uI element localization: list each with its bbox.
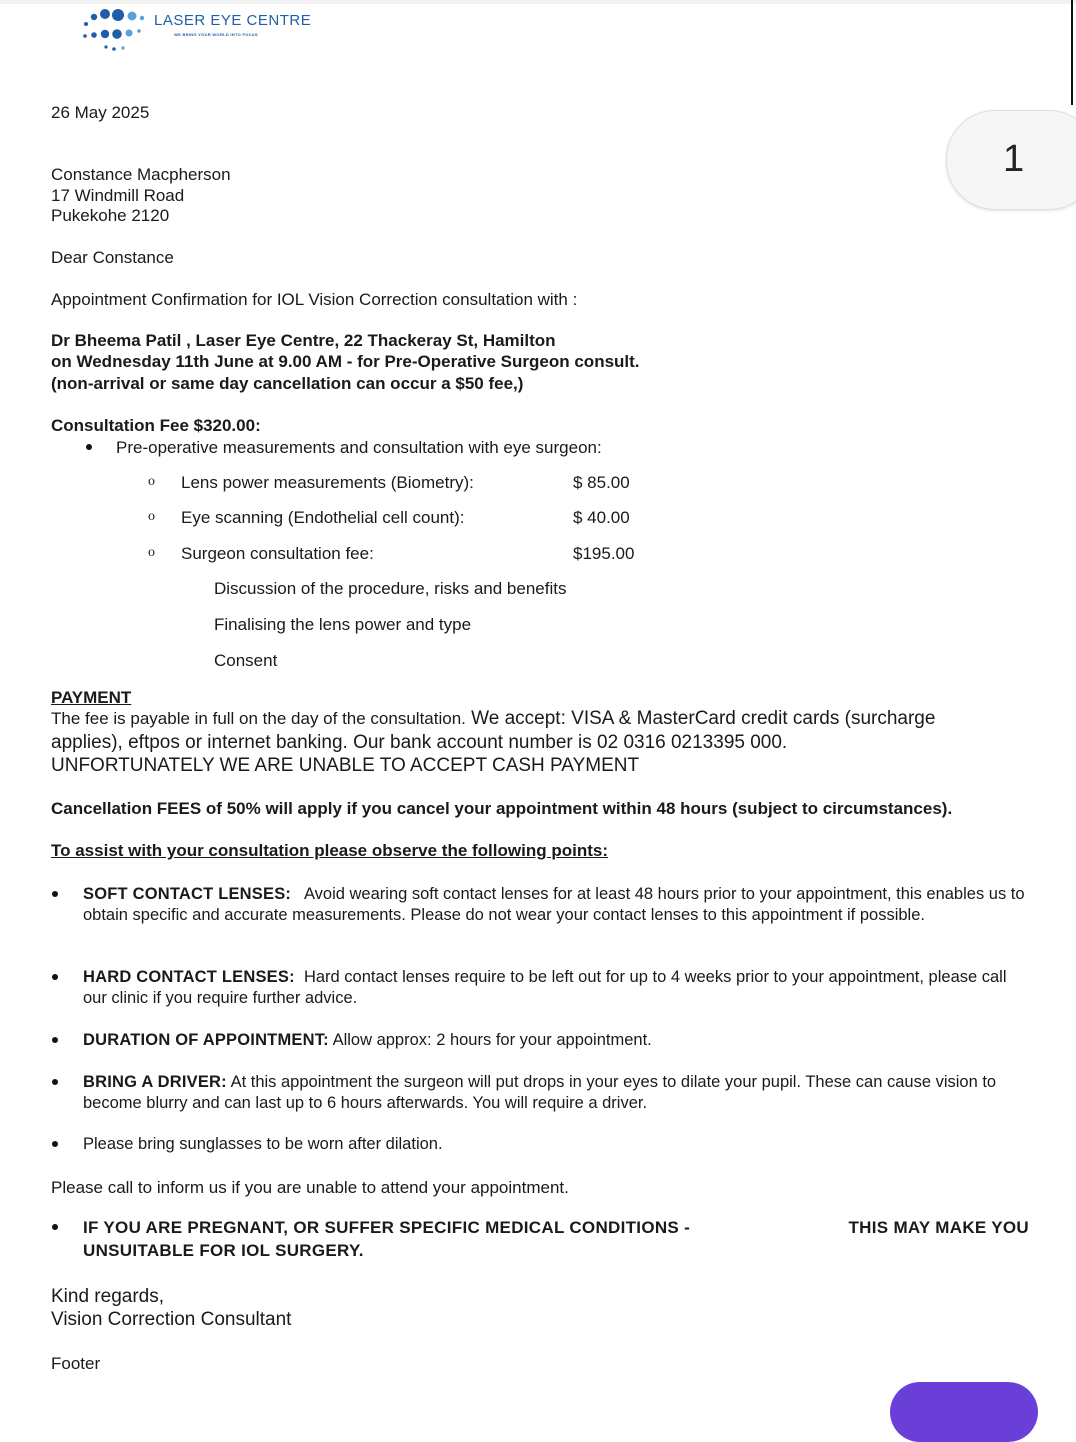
circle-bullet: o [148, 474, 155, 489]
closing: Kind regards, [51, 1286, 165, 1307]
payment-line-1 [51, 707, 935, 731]
recipient-city: Pukekohe 2120 [51, 206, 170, 225]
appointment-time: on Wednesday 11th June at 9.00 AM - for Pre-Operative Surgeon consult. [51, 352, 640, 371]
page-number-indicator[interactable] [946, 110, 1076, 210]
point-label: DURATION OF APPOINTMENT: [83, 1031, 329, 1049]
fee-sub-item: Finalising the lens power and type [214, 615, 472, 634]
circle-bullet: o [148, 509, 155, 524]
point-driver [83, 1072, 1031, 1114]
clinic-name: LASER EYE CENTRE [154, 12, 312, 29]
fee-item-label: Eye scanning (Endothelial cell count): [181, 508, 465, 527]
signer-title: Vision Correction Consultant [51, 1309, 292, 1330]
fee-item-amount: $ 85.00 [573, 473, 630, 492]
warning-line-2: UNSUITABLE FOR IOL SURGERY. [83, 1241, 364, 1260]
payment-line-2: applies), eftpos or internet banking. Our bank account number is 02 0316 0213395 000. [51, 732, 788, 753]
warning-line-1: IF YOU ARE PREGNANT, OR SUFFER SPECIFIC MEDICAL CONDITIONS - [83, 1218, 691, 1237]
bullet-dot [52, 1037, 58, 1043]
fee-item-amount: $195.00 [573, 544, 635, 563]
recipient-street: 17 Windmill Road [51, 186, 185, 205]
clinic-tagline: WE BRING YOUR WORLD INTO FOCUS [174, 32, 258, 37]
clinic-logo [80, 4, 340, 56]
fee-item-amount: $ 40.00 [573, 508, 630, 527]
page-number: 1 [1003, 138, 1025, 180]
fee-heading: Consultation Fee $320.00: [51, 416, 261, 435]
warning-line-1-end: THIS MAY MAKE YOU [848, 1218, 1029, 1237]
point-label: HARD CONTACT LENSES: [83, 968, 295, 986]
bullet-dot [52, 974, 58, 980]
payment-accepted-cards: We accept: VISA & MasterCard credit cards (surcharge [465, 708, 936, 729]
cancellation-notice: Cancellation FEES of 50% will apply if you cancel your appointment within 48 hours (subject to circumstances). [51, 799, 953, 818]
bullet-dot [52, 891, 58, 897]
letter-date: 26 May 2025 [51, 103, 150, 122]
point-label: SOFT CONTACT LENSES: [83, 885, 292, 903]
point-text: Hard contact lenses require to be left out for up to 4 weeks prior to your appointment, please call our clinic if you require further advice. [83, 968, 1007, 1007]
fee-item-label: Lens power measurements (Biometry): [181, 473, 474, 492]
point-text: Please bring sunglasses to be worn after dilation. [83, 1135, 443, 1153]
fee-sub-item: Discussion of the procedure, risks and benefits [214, 579, 567, 598]
appointment-note: (non-arrival or same day cancellation can occur a $50 fee,) [51, 374, 524, 393]
fee-item-label: Surgeon consultation fee: [181, 544, 374, 563]
fee-sub-item: Consent [214, 651, 278, 670]
fee-bullet: Pre-operative measurements and consultation with eye surgeon: [116, 438, 602, 457]
payment-text: The fee is payable in full on the day of the consultation. [51, 709, 466, 728]
bullet-dot [52, 1224, 58, 1230]
call-note: Please call to inform us if you are unable to attend your appointment. [51, 1178, 569, 1197]
salutation: Dear Constance [51, 248, 174, 267]
point-text: Avoid wearing soft contact lenses for at least 48 hours prior to your appointment, this enables us to obtain specific and accurate measurements. Please do not wear your contact lenses to this appointment if possible. [83, 885, 1025, 924]
logo-dots-icon [80, 4, 150, 56]
floating-action-button[interactable] [890, 1382, 1038, 1442]
point-label: BRING A DRIVER: [83, 1073, 227, 1091]
points-heading: To assist with your consultation please observe the following points: [51, 841, 608, 860]
subject-line: Appointment Confirmation for IOL Vision Correction consultation with : [51, 290, 578, 309]
recipient-name: Constance Macpherson [51, 165, 231, 184]
point-hard-lenses [83, 967, 1031, 1009]
point-sunglasses [83, 1134, 1031, 1155]
payment-no-cash: UNFORTUNATELY WE ARE UNABLE TO ACCEPT CASH PAYMENT [51, 755, 640, 776]
point-duration [83, 1030, 1031, 1051]
circle-bullet: o [148, 545, 155, 560]
point-text: Allow approx: 2 hours for your appointment. [332, 1031, 652, 1049]
footer: Footer [51, 1354, 101, 1373]
point-text: At this appointment the surgeon will put drops in your eyes to dilate your pupil. These can cause vision to become blurry and can last up to 6 hours afterwards. You will require a driver. [83, 1073, 997, 1112]
bullet-dot [86, 444, 92, 450]
bullet-dot [52, 1141, 58, 1147]
bullet-dot [52, 1079, 58, 1085]
appointment-doctor: Dr Bheema Patil , Laser Eye Centre, 22 Thackeray St, Hamilton [51, 331, 556, 350]
payment-heading: PAYMENT [51, 688, 132, 707]
point-soft-lenses [83, 884, 1031, 926]
page-edge-line [1071, 0, 1073, 105]
medical-warning [83, 1216, 1029, 1262]
